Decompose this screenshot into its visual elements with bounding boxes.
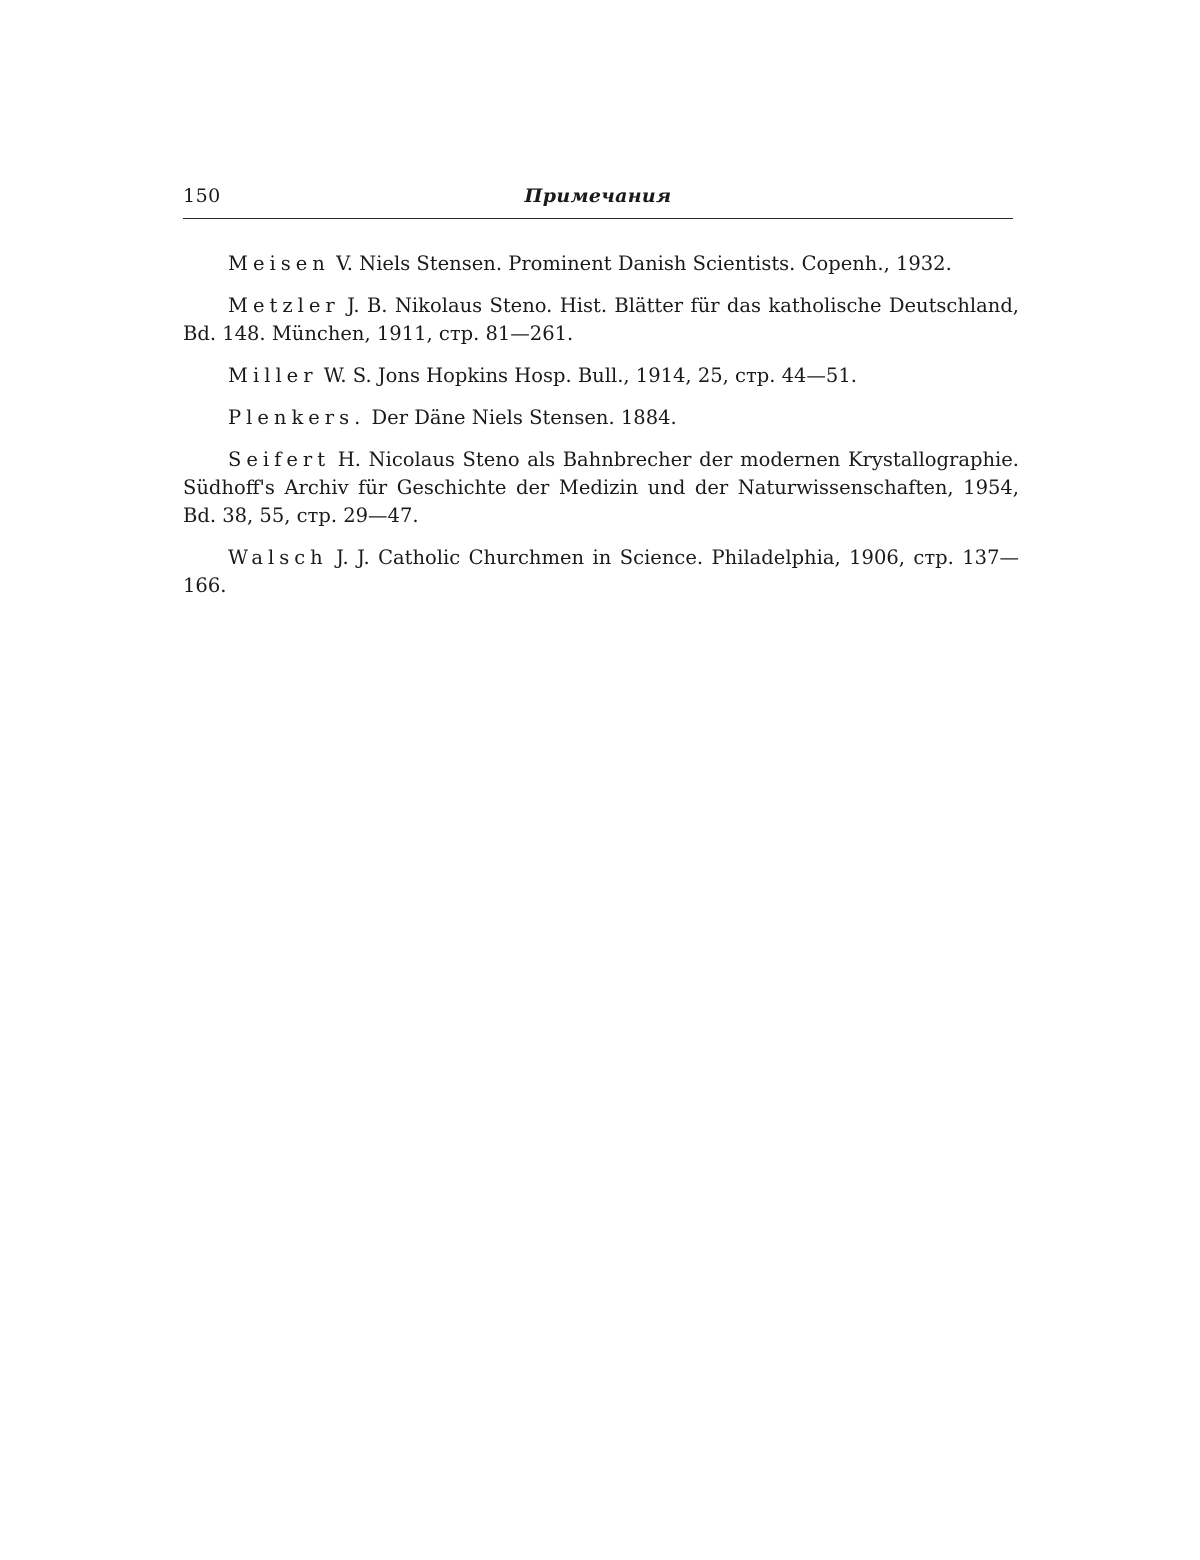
bibliography-entry [183, 250, 1019, 278]
running-title: Примечания [524, 185, 672, 207]
entry-author: Miller [228, 364, 318, 387]
entry-text: J. J. Catholic Churchmen in Science. Philadelphia, 1906, стр. 137—166. [183, 546, 1019, 597]
entry-text: V. Niels Stensen. Prominent Danish Scientists. Copenh., 1932. [336, 252, 952, 275]
bibliography-entry [183, 404, 1019, 432]
entry-author: Metzler [228, 294, 340, 317]
bibliography-list [183, 250, 1019, 614]
entry-author: Meisen [228, 252, 330, 275]
bibliography-entry [183, 362, 1019, 390]
header-rule [183, 218, 1013, 219]
entry-author: Seifert [228, 448, 331, 471]
running-head [183, 185, 1013, 215]
bibliography-entry [183, 446, 1019, 530]
bibliography-entry [183, 544, 1019, 600]
entry-text: Der Däne Niels Stensen. 1884. [371, 406, 677, 429]
entry-author: Plenkers. [228, 406, 366, 429]
entry-text: W. S. Jons Hopkins Hosp. Bull., 1914, 25, стр. 44—51. [323, 364, 857, 387]
page-number: 150 [183, 185, 221, 207]
entry-text: J. B. Nikolaus Steno. Hist. Blätter für das katholische Deutschland, Bd. 148. München, 1911, стр. 81—261. [183, 294, 1020, 345]
entry-author: Walsch [228, 546, 328, 569]
bibliography-entry [183, 292, 1019, 348]
entry-text: H. Nicolaus Steno als Bahnbrecher der modernen Krystallographie. Südhoff's Archiv für Geschichte der Medizin und der Naturwissenschaften, 1954, Bd. 38, 55, стр. 29—47. [183, 448, 1019, 527]
